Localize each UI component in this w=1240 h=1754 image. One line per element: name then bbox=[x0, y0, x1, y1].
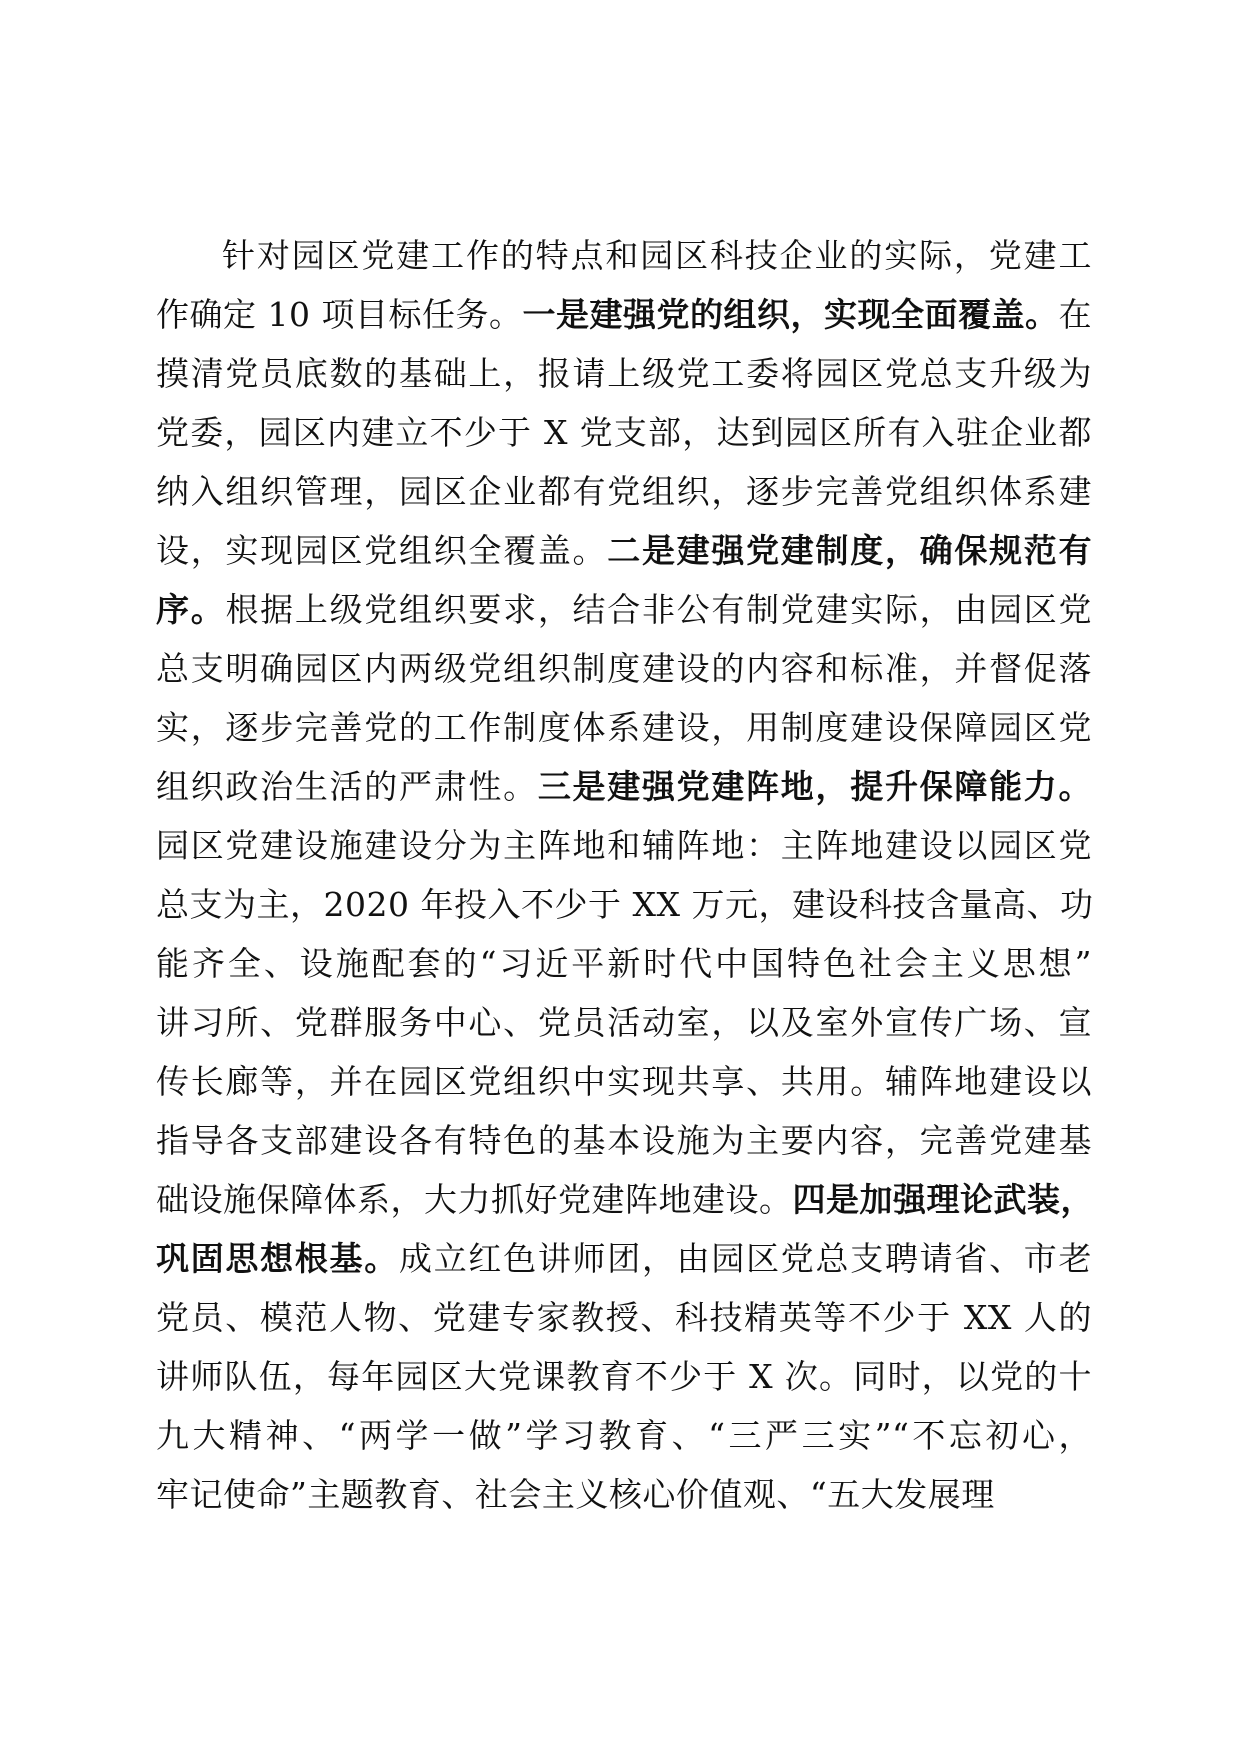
body-text: 总支明确园区内两级党组织制度建设的内容和标准，并督促落 bbox=[156, 649, 1092, 688]
body-text: 牢记使命”主题教育、社会主义核心价值观、“五大发展理 bbox=[156, 1475, 995, 1514]
body-text: 总支为主，2020 年投入不少于 XX 万元，建设科技含量高、功 bbox=[156, 885, 1094, 924]
text-line bbox=[156, 1229, 1092, 1288]
text-line bbox=[156, 993, 1092, 1052]
text-line bbox=[156, 344, 1092, 403]
body-text: 九大精神、“两学一做”学习教育、“三严三实”“不忘初心， bbox=[156, 1416, 1092, 1455]
text-line bbox=[156, 403, 1092, 462]
text-line bbox=[156, 816, 1092, 875]
body-text: 针对园区党建工作的特点和园区科技企业的实际，党建工 bbox=[222, 236, 1092, 275]
text-line bbox=[156, 226, 1092, 285]
bold-heading-text: 巩固思想根基。 bbox=[156, 1239, 399, 1278]
body-text: 础设施保障体系，大力抓好党建阵地建设。 bbox=[156, 1180, 793, 1219]
text-line bbox=[156, 934, 1092, 993]
bold-heading-text: 二是建强党建制度，确保规范有 bbox=[607, 531, 1093, 570]
body-text: 成立红色讲师团，由园区党总支聘请省、市老 bbox=[398, 1239, 1093, 1278]
text-line bbox=[156, 1406, 1092, 1465]
text-line bbox=[156, 875, 1092, 934]
body-text: 设，实现园区党组织全覆盖。 bbox=[156, 531, 608, 570]
body-text: 党委，园区内建立不少于 X 党支部，达到园区所有入驻企业都 bbox=[156, 413, 1092, 452]
text-line bbox=[156, 285, 1092, 344]
text-line bbox=[156, 521, 1092, 580]
text-line bbox=[156, 1052, 1092, 1111]
body-text: 实，逐步完善党的工作制度体系建设，用制度建设保障园区党 bbox=[156, 708, 1092, 747]
body-text: 根据上级党组织要求，结合非公有制党建实际，由园区党 bbox=[225, 590, 1093, 629]
body-text: 纳入组织管理，园区企业都有党组织，逐步完善党组织体系建 bbox=[156, 472, 1092, 511]
bold-heading-text: 三是建强党建阵地，提升保障能力。 bbox=[537, 767, 1093, 806]
body-text: 园区党建设施建设分为主阵地和辅阵地：主阵地建设以园区党 bbox=[156, 826, 1092, 865]
text-line bbox=[156, 1347, 1092, 1406]
body-text: 组织政治生活的严肃性。 bbox=[156, 767, 538, 806]
bold-heading-text: 四是加强理论武装， bbox=[792, 1180, 1094, 1219]
bold-heading-text: 一是建强党的组织，实现全面覆盖。 bbox=[522, 295, 1059, 334]
text-line bbox=[156, 462, 1092, 521]
body-text: 传长廊等，并在园区党组织中实现共享、共用。辅阵地建设以 bbox=[156, 1062, 1092, 1101]
text-line bbox=[156, 639, 1092, 698]
text-line bbox=[156, 698, 1092, 757]
text-line bbox=[156, 757, 1092, 816]
body-paragraph bbox=[156, 226, 1092, 1524]
body-text: 作确定 10 项目标任务。 bbox=[156, 295, 523, 334]
text-line bbox=[156, 1170, 1092, 1229]
body-text: 指导各支部建设各有特色的基本设施为主要内容，完善党建基 bbox=[156, 1121, 1092, 1160]
text-line bbox=[156, 1111, 1092, 1170]
text-line bbox=[156, 1288, 1092, 1347]
body-text: 党员、模范人物、党建专家教授、科技精英等不少于 XX 人的 bbox=[156, 1298, 1092, 1337]
body-text: 在 bbox=[1058, 295, 1092, 334]
text-line bbox=[156, 580, 1092, 639]
text-line bbox=[156, 1465, 1092, 1524]
bold-heading-text: 序。 bbox=[156, 590, 226, 629]
body-text: 能齐全、设施配套的“习近平新时代中国特色社会主义思想” bbox=[156, 944, 1092, 983]
body-text: 讲师队伍，每年园区大党课教育不少于 X 次。同时，以党的十 bbox=[156, 1357, 1092, 1396]
body-text: 讲习所、党群服务中心、党员活动室，以及室外宣传广场、宣 bbox=[156, 1003, 1092, 1042]
body-text: 摸清党员底数的基础上，报请上级党工委将园区党总支升级为 bbox=[156, 354, 1092, 393]
